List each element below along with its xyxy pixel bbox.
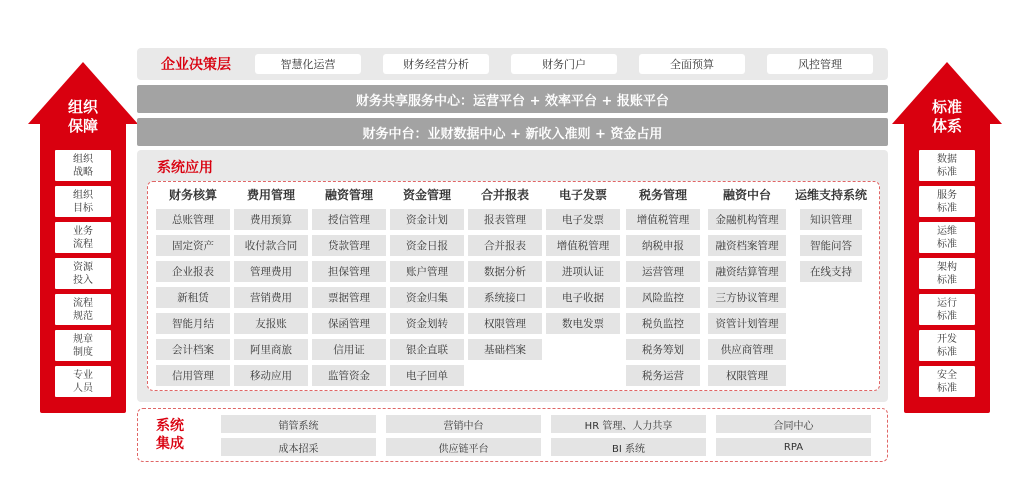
app-column [468, 186, 542, 360]
finance-middle-platform-bar: 财务中台：业财数据中心 + 新收入准则 + 资金占用 [137, 118, 888, 146]
system-applications-label: 系统应用 [157, 160, 213, 176]
arrow-items [919, 150, 975, 402]
app-module: 资管计划管理 [708, 313, 786, 334]
app-column-header: 合并报表 [480, 188, 529, 202]
app-column-header: 税务管理 [638, 188, 687, 202]
app-module: 企业报表 [156, 261, 230, 282]
arrow-item-line: 标准 [937, 310, 957, 322]
arrow-item-line: 投入 [73, 274, 93, 286]
app-module: 监管资金 [312, 365, 386, 386]
app-module: 会计档案 [156, 339, 230, 360]
app-module: 资金归集 [390, 287, 464, 308]
arrow-item [55, 150, 111, 181]
decision-chip: 财务经营分析 [383, 54, 489, 74]
arrow-item [55, 222, 111, 253]
app-column [312, 186, 386, 386]
app-module: 金融机构管理 [708, 209, 786, 230]
arrow-item-line: 标准 [937, 166, 957, 178]
arrow-item-line: 规章 [73, 333, 93, 345]
app-module: 进项认证 [546, 261, 620, 282]
arrow-item-text [73, 261, 93, 287]
app-column [546, 186, 620, 334]
integration-system: 销管系统 [221, 415, 376, 433]
arrow-item-line: 流程 [73, 238, 93, 250]
app-module: 电子发票 [546, 209, 620, 230]
app-module: 运营管理 [626, 261, 700, 282]
arrow-item [919, 294, 975, 325]
system-integration-label: 系统 集成 [156, 418, 184, 452]
arrow-item-line: 开发 [937, 333, 957, 345]
arrow-item-line: 标准 [937, 202, 957, 214]
arrow-item-line: 标准 [937, 346, 957, 358]
app-module: 增值税管理 [626, 209, 700, 230]
decision-chips [255, 54, 873, 74]
arrow-item-text [73, 189, 93, 215]
app-module: 智能问答 [800, 235, 862, 256]
arrow-item-line: 制度 [73, 346, 93, 358]
arrow-title: 组织 保障 [67, 98, 98, 135]
arrow-item-text [937, 153, 957, 179]
arrow-item [55, 366, 111, 397]
arrow-item [55, 186, 111, 217]
app-module: 税负监控 [626, 313, 700, 334]
app-module: 数电发票 [546, 313, 620, 334]
app-module: 税务筹划 [626, 339, 700, 360]
app-module: 新租赁 [156, 287, 230, 308]
arrow-item-line: 标准 [937, 382, 957, 394]
app-module: 数据分析 [468, 261, 542, 282]
app-module: 移动应用 [234, 365, 308, 386]
app-module: 在线支持 [800, 261, 862, 282]
integration-system: 营销中台 [386, 415, 541, 433]
app-module: 银企直联 [390, 339, 464, 360]
arrow-item [55, 258, 111, 289]
arrow-item-line: 组织 [73, 189, 93, 201]
app-module: 三方协议管理 [708, 287, 786, 308]
arrow-item-line: 战略 [73, 166, 93, 178]
app-column-header: 运维支持系统 [794, 188, 867, 202]
app-module: 电子收据 [546, 287, 620, 308]
decision-chip: 智慧化运营 [255, 54, 361, 74]
arrow-item-text [73, 333, 93, 359]
app-module: 收付款合同 [234, 235, 308, 256]
arrow-item-line: 业务 [73, 225, 93, 237]
app-module: 账户管理 [390, 261, 464, 282]
arrow-item [55, 330, 111, 361]
arrow-item-text [937, 189, 957, 215]
arrow-item-text [73, 297, 93, 323]
app-module: 合并报表 [468, 235, 542, 256]
app-module: 信用管理 [156, 365, 230, 386]
arrow-item [919, 186, 975, 217]
app-column-header: 融资中台 [722, 188, 771, 202]
integration-system: BI 系统 [551, 438, 706, 456]
app-module: 固定资产 [156, 235, 230, 256]
integration-system: HR 管理、人力共享 [551, 415, 706, 433]
integration-system: 成本招采 [221, 438, 376, 456]
arrow-item-line: 流程 [73, 297, 93, 309]
app-module: 友报账 [234, 313, 308, 334]
arrow-item-text [937, 297, 957, 323]
system-applications [137, 150, 888, 402]
decision-layer [137, 48, 888, 80]
app-module: 基础档案 [468, 339, 542, 360]
app-module: 资金划转 [390, 313, 464, 334]
arrow-item-text [937, 225, 957, 251]
app-column-header: 财务核算 [168, 188, 217, 202]
app-module: 担保管理 [312, 261, 386, 282]
app-module: 费用预算 [234, 209, 308, 230]
arrow-item-line: 标准 [937, 274, 957, 286]
app-column [390, 186, 464, 386]
app-module: 阿里商旅 [234, 339, 308, 360]
app-column [234, 186, 308, 386]
arrow-item-text [937, 261, 957, 287]
right-arrow-standards [892, 62, 1002, 422]
decision-chip: 财务门户 [511, 54, 617, 74]
arrow-item [919, 258, 975, 289]
app-module: 融资档案管理 [708, 235, 786, 256]
arrow-item-line: 资源 [73, 261, 93, 273]
integration-system: RPA [716, 438, 871, 456]
app-column-header: 资金管理 [402, 188, 451, 202]
left-arrow-organization [28, 62, 138, 422]
app-column-header: 费用管理 [246, 188, 295, 202]
arrow-item-line: 目标 [73, 202, 93, 214]
app-column-header: 电子发票 [558, 188, 607, 202]
arrow-item [919, 330, 975, 361]
app-module: 增值税管理 [546, 235, 620, 256]
app-module: 权限管理 [468, 313, 542, 334]
arrow-item-text [73, 153, 93, 179]
app-column [156, 186, 230, 386]
app-module: 票据管理 [312, 287, 386, 308]
app-module: 电子回单 [390, 365, 464, 386]
integration-system: 供应链平台 [386, 438, 541, 456]
arrow-item-line: 服务 [937, 189, 957, 201]
arrow-item-line: 规范 [73, 310, 93, 322]
app-column [626, 186, 700, 386]
app-column [708, 186, 786, 386]
arrow-item-line: 标准 [937, 238, 957, 250]
app-module: 管理费用 [234, 261, 308, 282]
app-module: 总账管理 [156, 209, 230, 230]
arrow-item [919, 366, 975, 397]
app-module: 授信管理 [312, 209, 386, 230]
arrow-item-line: 架构 [937, 261, 957, 273]
arrow-item [55, 294, 111, 325]
app-module: 供应商管理 [708, 339, 786, 360]
app-module: 报表管理 [468, 209, 542, 230]
arrow-item-line: 人员 [73, 382, 93, 394]
app-module: 系统接口 [468, 287, 542, 308]
app-module: 纳税申报 [626, 235, 700, 256]
arrow-item-text [73, 225, 93, 251]
system-integration [137, 408, 888, 462]
app-module: 智能月结 [156, 313, 230, 334]
app-module: 贷款管理 [312, 235, 386, 256]
arrow-item-line: 组织 [73, 153, 93, 165]
arrow-item [919, 222, 975, 253]
arrow-item-line: 运行 [937, 297, 957, 309]
app-module: 知识管理 [800, 209, 862, 230]
app-module: 信用证 [312, 339, 386, 360]
arrow-item-text [73, 369, 93, 395]
app-module: 权限管理 [708, 365, 786, 386]
application-grid [147, 181, 880, 391]
decision-chip: 风控管理 [767, 54, 873, 74]
shared-service-center-bar: 财务共享服务中心：运营平台 + 效率平台 + 报账平台 [137, 85, 888, 113]
arrow-items [55, 150, 111, 402]
arrow-item-line: 数据 [937, 153, 957, 165]
arrow-item [919, 150, 975, 181]
app-module: 税务运营 [626, 365, 700, 386]
arrow-item-line: 运维 [937, 225, 957, 237]
app-module: 营销费用 [234, 287, 308, 308]
arrow-item-line: 专业 [73, 369, 93, 381]
integration-grid [221, 415, 871, 456]
decision-layer-label: 企业决策层 [161, 57, 231, 73]
app-module: 资金日报 [390, 235, 464, 256]
arrow-item-line: 安全 [937, 369, 957, 381]
arrow-title: 标准 体系 [931, 98, 962, 135]
integration-system: 合同中心 [716, 415, 871, 433]
app-column [788, 186, 874, 282]
app-module: 风险监控 [626, 287, 700, 308]
app-module: 资金计划 [390, 209, 464, 230]
arrow-item-text [937, 333, 957, 359]
arrow-item-text [937, 369, 957, 395]
app-column-header: 融资管理 [324, 188, 373, 202]
decision-chip: 全面预算 [639, 54, 745, 74]
app-module: 保函管理 [312, 313, 386, 334]
app-module: 融资结算管理 [708, 261, 786, 282]
